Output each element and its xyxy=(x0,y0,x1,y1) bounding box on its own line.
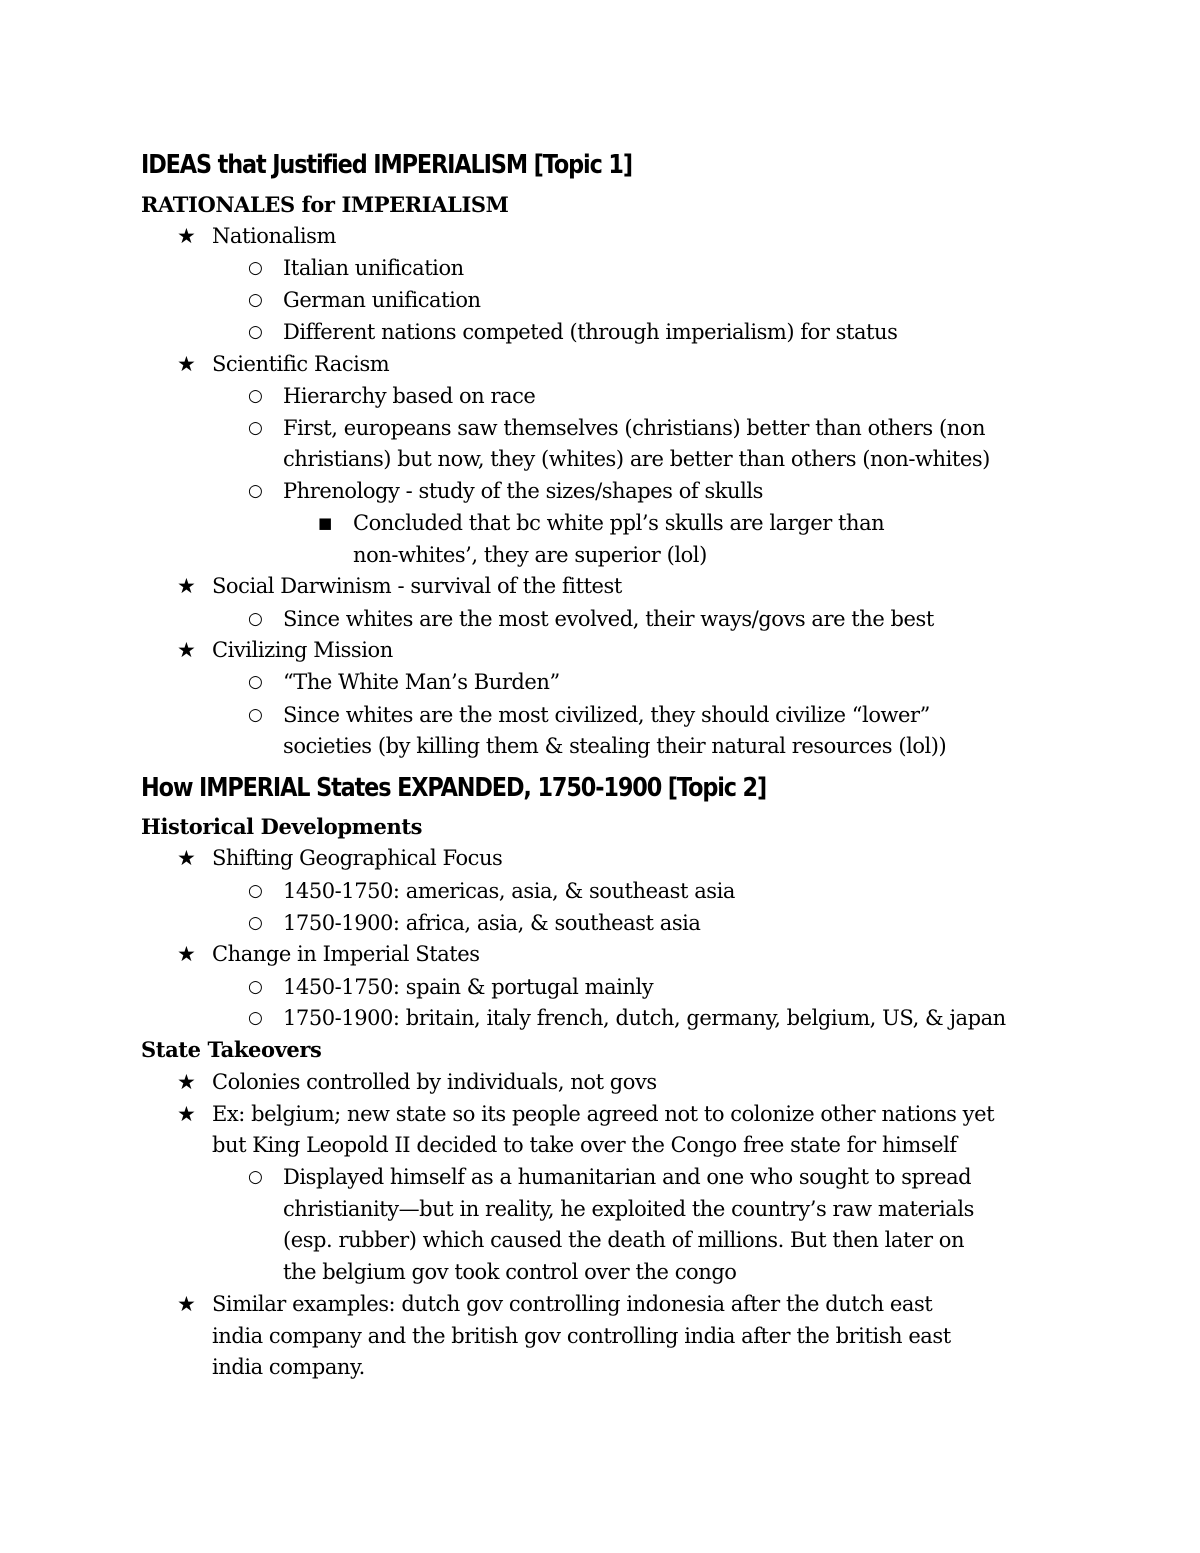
square-bullet-icon: ■ xyxy=(318,514,333,532)
circle-bullet-icon: ○ xyxy=(248,386,263,406)
star-bullet-icon: ★ xyxy=(177,1102,196,1126)
star-bullet-icon: ★ xyxy=(177,942,196,966)
star-bullet-icon: ★ xyxy=(177,846,196,870)
subheading: RATIONALES for IMPERIALISM xyxy=(141,192,509,217)
section-heading: How IMPERIAL States EXPANDED, 1750-1900 [Topic 2] xyxy=(141,773,767,803)
list-item: Scientific Racism xyxy=(212,352,390,376)
star-bullet-icon: ★ xyxy=(177,352,196,376)
list-item: German unification xyxy=(283,288,481,312)
list-item-continuation: christians) but now, they (whites) are better than others (non-whites) xyxy=(283,447,990,471)
circle-bullet-icon: ○ xyxy=(248,258,263,278)
circle-bullet-icon: ○ xyxy=(248,609,263,629)
star-bullet-icon: ★ xyxy=(177,224,196,248)
list-item: “The White Man’s Burden” xyxy=(283,670,560,694)
star-bullet-icon: ★ xyxy=(177,1292,196,1316)
list-item: Shifting Geographical Focus xyxy=(212,846,503,870)
list-item: Displayed himself as a humanitarian and one who sought to spread xyxy=(283,1165,972,1189)
list-item-continuation: non-whites’, they are superior (lol) xyxy=(353,543,707,567)
list-item-continuation: christianity—but in reality, he exploited the country’s raw materials xyxy=(283,1197,974,1221)
list-item: Hierarchy based on race xyxy=(283,384,536,408)
circle-bullet-icon: ○ xyxy=(248,290,263,310)
circle-bullet-icon: ○ xyxy=(248,1008,263,1028)
list-item: Since whites are the most evolved, their ways/govs are the best xyxy=(283,607,934,631)
list-item-continuation: india company. xyxy=(212,1355,365,1379)
circle-bullet-icon: ○ xyxy=(248,705,263,725)
list-item-continuation: the belgium gov took control over the congo xyxy=(283,1260,737,1284)
circle-bullet-icon: ○ xyxy=(248,881,263,901)
list-item: Colonies controlled by individuals, not govs xyxy=(212,1070,657,1094)
circle-bullet-icon: ○ xyxy=(248,418,263,438)
list-item: Civilizing Mission xyxy=(212,638,393,662)
list-item: Concluded that bc white ppl’s skulls are larger than xyxy=(353,511,885,535)
circle-bullet-icon: ○ xyxy=(248,913,263,933)
star-bullet-icon: ★ xyxy=(177,1070,196,1094)
list-item: Since whites are the most civilized, they should civilize “lower” xyxy=(283,703,930,727)
circle-bullet-icon: ○ xyxy=(248,1167,263,1187)
circle-bullet-icon: ○ xyxy=(248,672,263,692)
list-item: Phrenology - study of the sizes/shapes of skulls xyxy=(283,479,763,503)
list-item: First, europeans saw themselves (christians) better than others (non xyxy=(283,416,986,440)
list-item: Similar examples: dutch gov controlling indonesia after the dutch east xyxy=(212,1292,933,1316)
star-bullet-icon: ★ xyxy=(177,638,196,662)
list-item: 1450-1750: americas, asia, & southeast asia xyxy=(283,879,735,903)
section-heading: IDEAS that Justified IMPERIALISM [Topic 1] xyxy=(141,150,632,180)
list-item: Social Darwinism - survival of the fittest xyxy=(212,574,622,598)
circle-bullet-icon: ○ xyxy=(248,977,263,997)
list-item: 1750-1900: britain, italy french, dutch, germany, belgium, US, & japan xyxy=(283,1006,1006,1030)
list-item: Italian unification xyxy=(283,256,464,280)
circle-bullet-icon: ○ xyxy=(248,481,263,501)
list-item-continuation: but King Leopold II decided to take over the Congo free state for himself xyxy=(212,1133,957,1157)
subheading: Historical Developments xyxy=(141,814,423,839)
subheading: State Takeovers xyxy=(141,1037,322,1062)
circle-bullet-icon: ○ xyxy=(248,322,263,342)
list-item: Change in Imperial States xyxy=(212,942,480,966)
list-item: 1450-1750: spain & portugal mainly xyxy=(283,975,654,999)
list-item: 1750-1900: africa, asia, & southeast asia xyxy=(283,911,701,935)
list-item: Ex: belgium; new state so its people agreed not to colonize other nations yet xyxy=(212,1102,995,1126)
star-bullet-icon: ★ xyxy=(177,574,196,598)
list-item-continuation: india company and the british gov controlling india after the british east xyxy=(212,1324,951,1348)
list-item-continuation: societies (by killing them & stealing their natural resources (lol)) xyxy=(283,734,947,758)
list-item: Nationalism xyxy=(212,224,336,248)
list-item-continuation: (esp. rubber) which caused the death of millions. But then later on xyxy=(283,1228,965,1252)
list-item: Different nations competed (through imperialism) for status xyxy=(283,320,898,344)
